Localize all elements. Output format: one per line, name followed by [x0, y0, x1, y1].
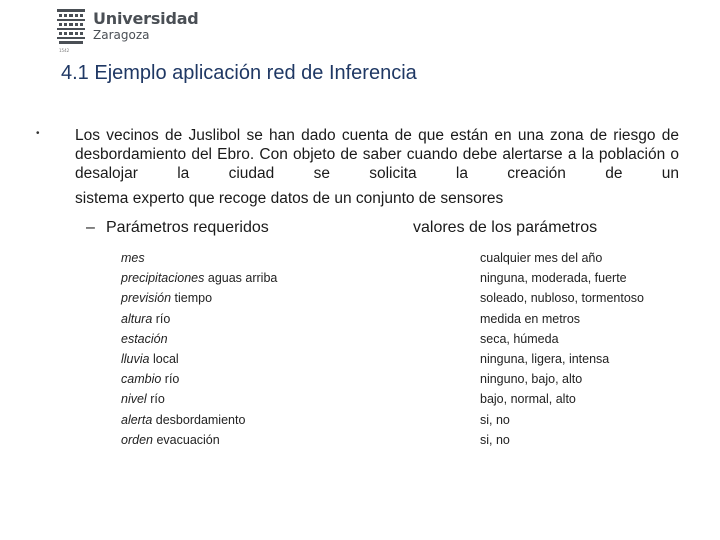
intro-paragraph-last-line: sistema experto que recoge datos de un conjunto de sensores [75, 190, 504, 207]
parameter-name: orden [121, 432, 153, 447]
logo-university-name: Universidad [93, 9, 199, 28]
parameter-qualifier: local [152, 352, 179, 367]
parameter-list [121, 248, 277, 450]
university-crest-icon [56, 8, 86, 48]
bullet-marker: • [36, 128, 40, 139]
sub-bullet-dash: – [86, 219, 95, 236]
parameter-name: precipitaciones [121, 271, 205, 286]
parameter-qualifier: tiempo [174, 291, 213, 306]
parameter-name: nivel [121, 392, 147, 407]
list-item: ninguna, ligera, intensa [480, 352, 610, 367]
parameter-name: previsión [121, 291, 172, 306]
parameter-values-list [480, 248, 644, 450]
list-item: soleado, nubloso, tormentoso [480, 291, 644, 306]
parameter-qualifier: desbordamiento [155, 412, 246, 427]
parameter-name: cambio [121, 372, 162, 387]
list-item [121, 389, 277, 409]
list-item [121, 268, 277, 288]
university-logo [56, 8, 199, 53]
logo-city-name: Zaragoza [93, 28, 150, 42]
parameter-name: lluvia [121, 352, 150, 367]
list-item: medida en metros [480, 311, 581, 326]
list-item: bajo, normal, alto [480, 392, 576, 407]
parameter-qualifier: río [150, 392, 165, 407]
list-item [121, 349, 277, 369]
list-item: ninguna, moderada, fuerte [480, 271, 627, 286]
parameter-name: alerta [121, 412, 153, 427]
list-item: ninguno, bajo, alto [480, 372, 583, 387]
list-item [121, 430, 277, 450]
parameter-name: altura [121, 311, 153, 326]
list-item [121, 369, 277, 389]
slide-title: 4.1 Ejemplo aplicación red de Inferencia [61, 62, 417, 84]
list-item [121, 248, 277, 268]
list-item [121, 410, 277, 430]
list-item [121, 309, 277, 329]
parameter-qualifier: río [164, 372, 180, 387]
list-item: cualquier mes del año [480, 251, 603, 265]
list-item: si, no [480, 432, 510, 447]
values-heading: valores de los parámetros [413, 219, 598, 236]
parameter-qualifier: aguas arriba [207, 271, 278, 286]
intro-paragraph: Los vecinos de Juslibol se han dado cuenta de que están en una zona de riesgo de desbordamiento del Ebro. Con objeto de saber cuando debe alertarse a la población o desalojar la ciudad se solicita la creación de un [75, 127, 679, 182]
parameter-name: mes [121, 251, 145, 265]
parameter-name: estación [121, 331, 168, 346]
list-item: seca, húmeda [480, 331, 559, 346]
list-item [121, 288, 277, 308]
logo-year: 1542 [59, 48, 70, 53]
parameter-qualifier: evacuación [156, 432, 220, 447]
parameters-heading: Parámetros requeridos [106, 219, 269, 236]
list-item [121, 329, 277, 349]
list-item: si, no [480, 412, 510, 427]
parameter-qualifier: río [155, 311, 171, 326]
